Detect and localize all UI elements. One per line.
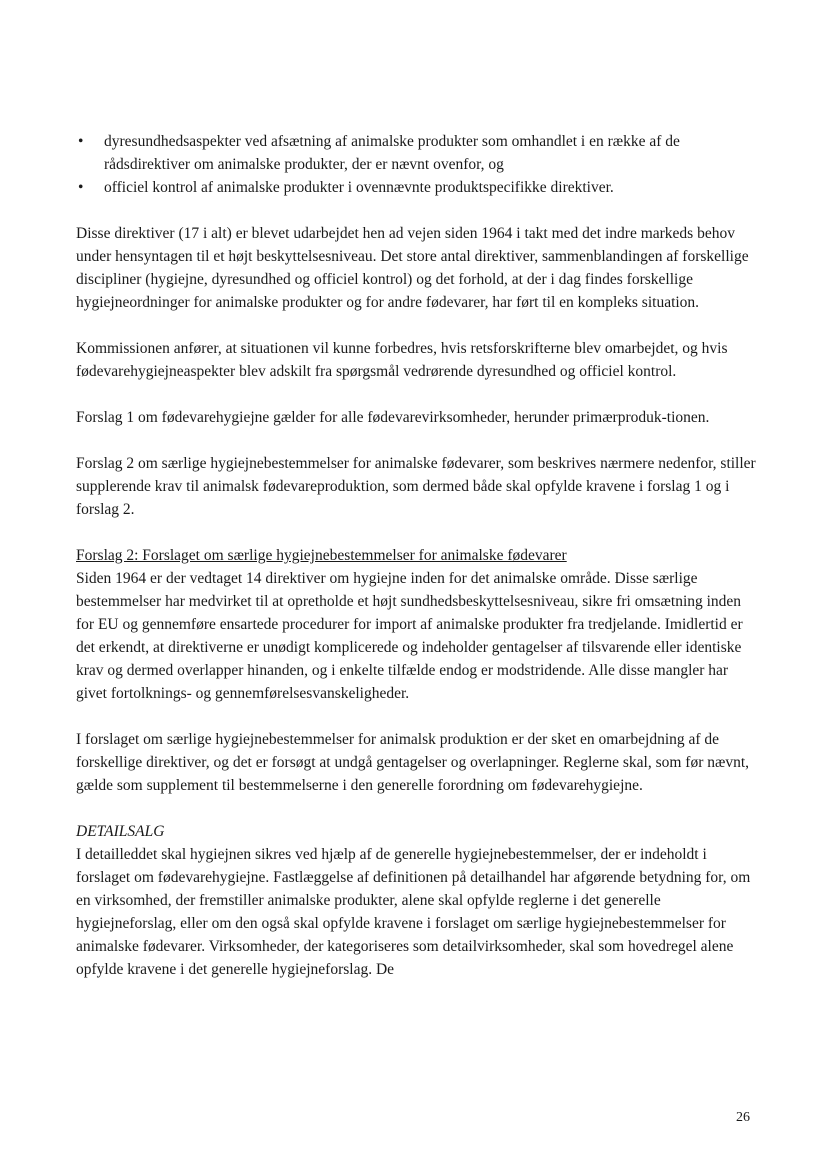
section-forslag-2	[76, 544, 756, 705]
document-page	[76, 130, 756, 1004]
bullet-text: officiel kontrol af animalske produkter i ovennævnte produktspecifikke direktiver.	[104, 179, 614, 196]
page-number: 26	[736, 1110, 750, 1125]
section-heading: Forslag 2: Forslaget om særlige hygiejnebestemmelser for animalske fødevarer	[76, 547, 567, 564]
section-body: I detailleddet skal hygiejnen sikres ved hjælp af de generelle hygiejnebestemmelser, der er indeholdt i forslaget om fødevarehygiejne. Fastlæggelse af definitionen på detailhandel har afgørende betydning for, om en virksomhed, der fremstiller animalske produkter, alene skal opfylde reglerne i det generelle hygiejneforslag, eller om den også skal opfylde kravene i forslaget om særlige hygiejnebestemmelser for animalske fødevarer. Virksomheder, der kategoriseres som detailvirksomheder, skal som hovedregel alene opfylde kravene i det generelle hygiejneforslag. De	[76, 846, 751, 978]
paragraph: Forslag 2 om særlige hygiejnebestemmelser for animalske fødevarer, som beskrives nærmere nedenfor, stiller supplerende krav til animalsk fødevareproduktion, som dermed både skal opfylde kravene i forslag 1 og i forslag 2.	[76, 455, 756, 518]
paragraph: Disse direktiver (17 i alt) er blevet udarbejdet hen ad vejen siden 1964 i takt med det indre markeds behov under hensyntagen til et højt beskyttelsesniveau. Det store antal direktiver, sammenblandingen af forskellige discipliner (hygiejne, dyresundhed og officiel kontrol) og det forhold, at der i dag findes forskellige hygiejneordninger for animalske produkter og for andre fødevarer, har ført til en kompleks situation.	[76, 225, 749, 311]
list-item	[76, 130, 756, 176]
bullet-text: dyresundhedsaspekter ved afsætning af animalske produkter som omhandlet i en række af de rådsdirektiver om animalske produkter, der er nævnt ovenfor, og	[104, 133, 680, 173]
list-item	[76, 176, 756, 199]
paragraph: Forslag 1 om fødevarehygiejne gælder for alle fødevarevirksomheder, herunder primærproduk-tionen.	[76, 409, 710, 426]
section-body: Siden 1964 er der vedtaget 14 direktiver om hygiejne inden for det animalske område. Disse særlige bestemmelser har medvirket til at opretholde et højt sundhedsbeskyttelsesniveau, sikre fri omsætning inden for EU og gennemføre ensartede procedurer for import af animalske produkter fra tredjelande. Imidlertid er det erkendt, at direktiverne er unødigt komplicerede og indeholder gentagelser af tilsvarende eller identiske krav og dermed overlapper hinanden, og i enkelte tilfælde endog er modstridende. Alle disse mangler har givet fortolknings- og gennemførelsesvanskeligheder.	[76, 570, 743, 702]
bullet-icon: •	[78, 133, 84, 150]
section-detailsalg	[76, 820, 756, 981]
paragraph: I forslaget om særlige hygiejnebestemmelser for animalsk produktion er der sket en omarbejdning af de forskellige direktiver, og det er forsøgt at undgå gentagelser og overlapninger. Reglerne skal, som før nævnt, gælde som supplement til bestemmelserne i den generelle forordning om fødevarehygiejne.	[76, 731, 750, 794]
section-heading: DETAILSALG	[76, 823, 165, 840]
bullet-icon: •	[78, 179, 84, 196]
bullet-list	[76, 130, 756, 199]
paragraph: Kommissionen anfører, at situationen vil kunne forbedres, hvis retsforskrifterne blev omarbejdet, og hvis fødevarehygiejneaspekter blev adskilt fra spørgsmål vedrørende dyresundhed og officiel kontrol.	[76, 340, 728, 380]
